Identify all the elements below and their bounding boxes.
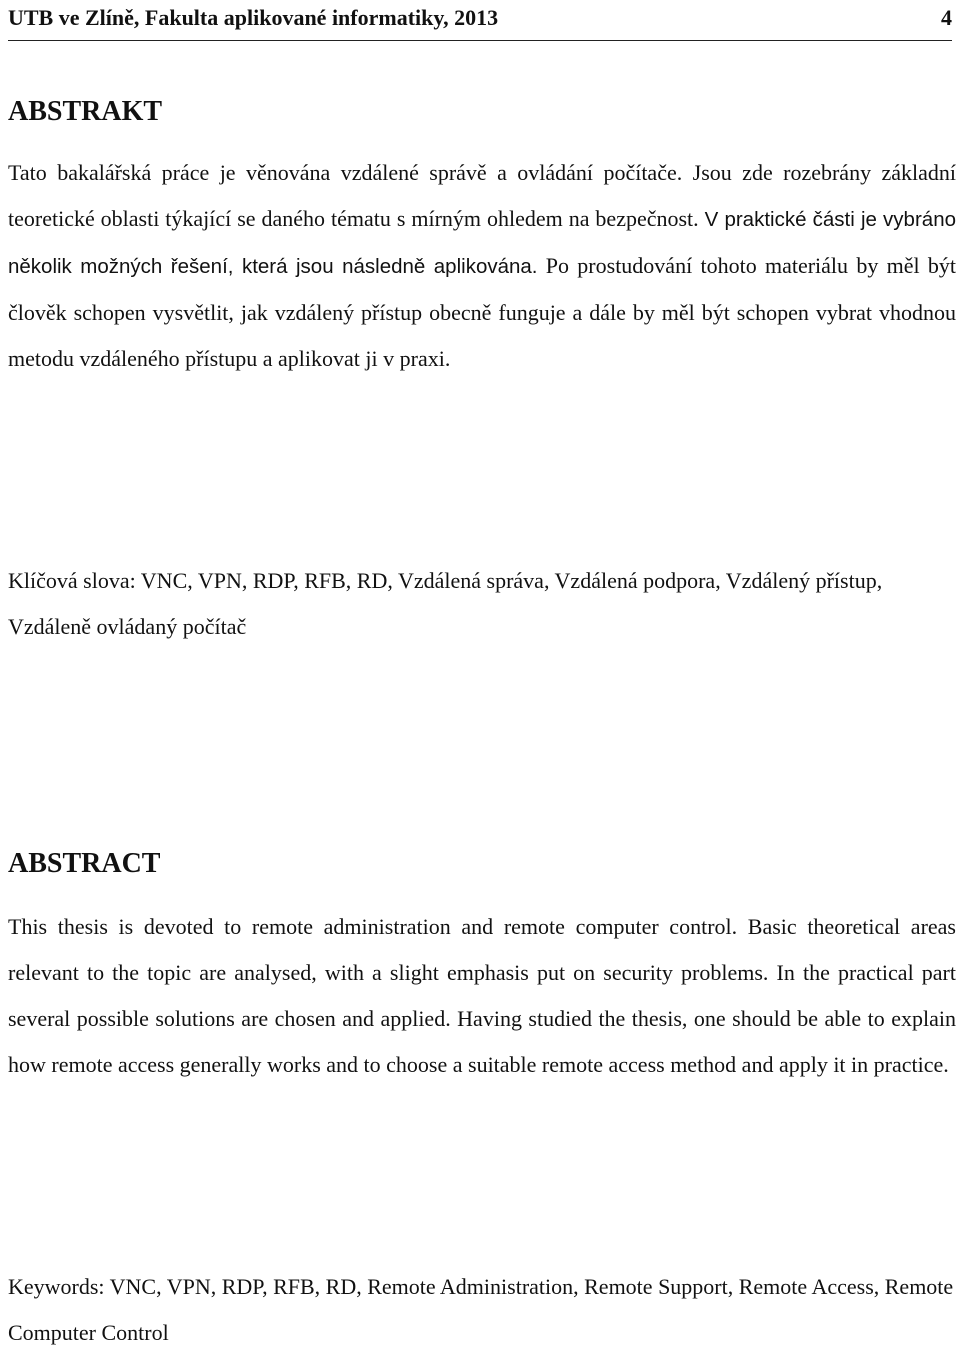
- page-number: 4: [941, 5, 952, 30]
- czech-abstract-text-3: Po prostudování tohoto materiálu by měl být člověk schopen vysvětlit, jak vzdálený přístup obecně funguje a dále by měl být schopen vybrat vhodnou metodu vzdáleného přístupu a aplikovat ji v praxi.: [8, 253, 956, 371]
- czech-abstract-text-1: Tato bakalářská práce je věnována vzdálené správě a ovládání počítače. Jsou zde rozebrány základní teoretické oblasti týkající se daného tématu s mírným ohledem na bezpečnost.: [8, 160, 956, 231]
- czech-abstract-paragraph: [8, 150, 956, 382]
- czech-keywords: Klíčová slova: VNC, VPN, RDP, RFB, RD, Vzdálená správa, Vzdálená podpora, Vzdálený přístup, Vzdáleně ovládaný počítač: [8, 568, 883, 639]
- running-header: [8, 0, 952, 40]
- english-keywords: Keywords: VNC, VPN, RDP, RFB, RD, Remote Administration, Remote Support, Remote Access, Remote Computer Control: [8, 1274, 954, 1345]
- english-abstract-heading: ABSTRACT: [8, 848, 161, 879]
- header-divider: [8, 40, 952, 41]
- czech-abstract-heading: ABSTRAKT: [8, 96, 163, 127]
- header-title: UTB ve Zlíně, Fakulta aplikované informatiky, 2013: [8, 5, 499, 30]
- english-abstract-paragraph: This thesis is devoted to remote administration and remote computer control. Basic theoretical areas relevant to the topic are analysed, with a slight emphasis put on security problems. In the practical part several possible solutions are chosen and applied. Having studied the thesis, one should be able to explain how remote access generally works and to choose a suitable remote access method and apply it in practice.: [8, 914, 956, 1077]
- czech-abstract-text-2: V praktické části je vybráno několik možných řešení, která jsou následně aplikována.: [8, 208, 956, 278]
